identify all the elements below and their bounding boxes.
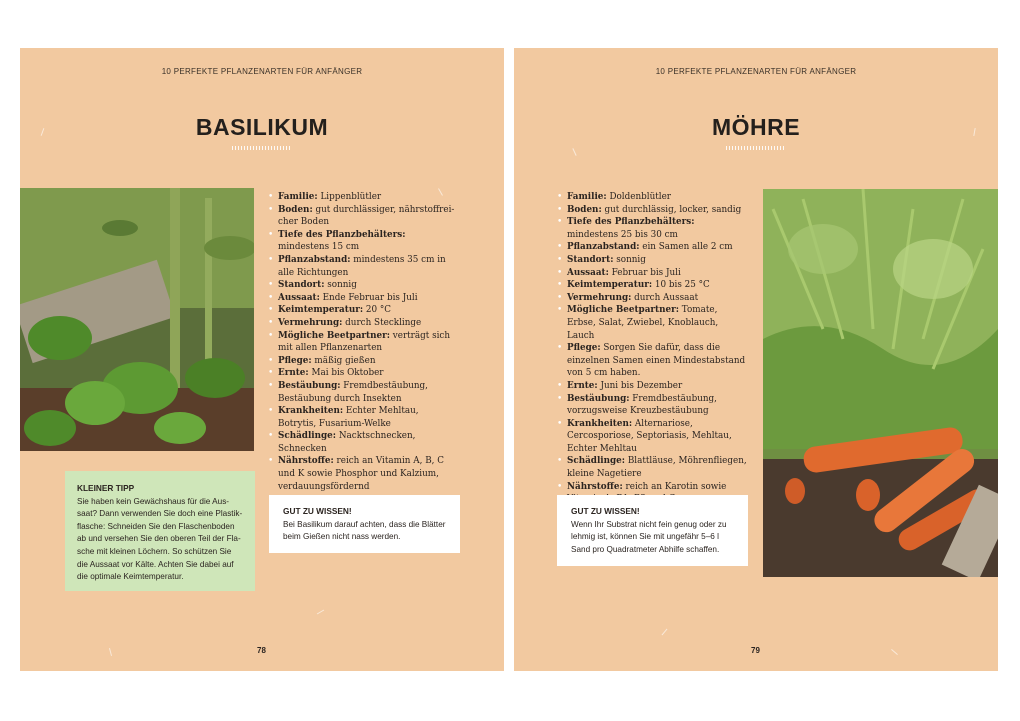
fact-item: • Bestäubung: Fremdbestäubung, vorzugsweise Kreuzbestäubung bbox=[557, 393, 747, 418]
info-box bbox=[269, 495, 460, 553]
tip-text: Sie haben kein Gewächshaus für die Aussaat? Dann verwenden Sie doch eine Plastikflasche: Schneiden Sie den Flaschenboden ab und versehen Sie den oberen Teil der Flasche mit kleinen Löchern. So schützen Sie die Aussaat vor Kälte. Achten Sie dabei auf die optimale Keimtemperatur. bbox=[77, 496, 243, 582]
tip-box bbox=[65, 471, 255, 591]
fact-item: • Keimtemperatur: 20 °C bbox=[268, 304, 458, 317]
fact-item: • Tiefe des Pflanzbehälters: mindestens 15 cm bbox=[268, 229, 458, 254]
info-text: Wenn Ihr Substrat nicht fein genug oder zu lehmig ist, können Sie mit ungefähr 5–6 l Sand pro Quadratmeter Abhilfe schaffen. bbox=[571, 519, 727, 554]
page-number: 79 bbox=[751, 646, 760, 655]
info-title: GUT ZU WISSEN! bbox=[571, 506, 640, 516]
fact-item: • Krankheiten: Alternariose, Cercosporiose, Septoriasis, Mehltau, Echter Mehltau bbox=[557, 418, 747, 456]
tip-title: KLEINER TIPP bbox=[77, 483, 135, 493]
basil-photo bbox=[20, 188, 254, 451]
fact-item: • Pflege: mäßig gießen bbox=[268, 355, 458, 368]
fact-item: • Aussaat: Ende Februar bis Juli bbox=[268, 292, 458, 305]
fact-item: • Keimtemperatur: 10 bis 25 °C bbox=[557, 279, 747, 292]
fact-item: • Vermehrung: durch Stecklinge bbox=[268, 317, 458, 330]
fact-item: • Tiefe des Pflanzbehälters: mindestens 25 bis 30 cm bbox=[557, 216, 747, 241]
left-page bbox=[20, 48, 504, 671]
fact-item: • Standort: sonnig bbox=[268, 279, 458, 292]
fact-item: • Pflanzabstand: ein Samen alle 2 cm bbox=[557, 241, 747, 254]
running-head: 10 PERFEKTE PFLANZENARTEN FÜR ANFÄNGER bbox=[655, 67, 857, 76]
title-rule bbox=[232, 146, 290, 150]
fact-item: • Pflanzabstand: mindestens 35 cm in alle Richtungen bbox=[268, 254, 458, 279]
info-title: GUT ZU WISSEN! bbox=[283, 506, 352, 516]
fact-item: • Mögliche Beetpartner: verträgt sich mit allen Pflanzenarten bbox=[268, 330, 458, 355]
fact-item: • Nährstoffe: reich an Karotin sowie bbox=[557, 481, 747, 506]
fact-item: • Schädlinge: Blattläuse, Möhrenfliegen, kleine Nagetiere bbox=[557, 455, 747, 480]
fact-item: • Vermehrung: durch Aussaat bbox=[557, 292, 747, 305]
fact-item: • Familie: Doldenblütler bbox=[557, 191, 747, 204]
running-head: 10 PERFEKTE PFLANZENARTEN FÜR ANFÄNGER bbox=[161, 67, 363, 76]
fact-list bbox=[268, 191, 458, 493]
fact-item: • Schädlinge: Nacktschnecken, Schnecken bbox=[268, 430, 458, 455]
right-page bbox=[514, 48, 998, 671]
title-rule bbox=[726, 146, 784, 150]
fact-item: • Boden: gut durchlässiger, nährstoffreicher Boden bbox=[268, 204, 458, 229]
carrot-photo bbox=[763, 189, 998, 577]
fact-item: • Ernte: Juni bis Dezember bbox=[557, 380, 747, 393]
fact-item: • Pflege: Sorgen Sie dafür, dass die einzelnen Samen einen Mindestabstand von 5 cm haben. bbox=[557, 342, 747, 380]
fact-item: • Mögliche Beetpartner: Tomate, Erbse, Salat, Zwiebel, Knoblauch, Lauch bbox=[557, 304, 747, 342]
fact-item: • Aussaat: Februar bis Juli bbox=[557, 267, 747, 280]
fact-item: • Nährstoffe: reich an Vitamin A, B, C und K sowie Phosphor und Kalzium, verdauungsfördernd bbox=[268, 455, 458, 493]
page-number: 78 bbox=[257, 646, 266, 655]
page-title: MÖHRE bbox=[711, 114, 801, 140]
info-text: Bei Basilikum darauf achten, dass die Blätter beim Gießen nicht nass werden. bbox=[283, 519, 446, 542]
fact-item: • Bestäubung: Fremdbestäubung, Bestäubung durch Insekten bbox=[268, 380, 458, 405]
info-box bbox=[557, 495, 748, 566]
fact-item: • Krankheiten: Echter Mehltau, Botrytis, Fusarium-Welke bbox=[268, 405, 458, 430]
fact-item: • Ernte: Mai bis Oktober bbox=[268, 367, 458, 380]
fact-item: • Familie: Lippenblütler bbox=[268, 191, 458, 204]
fact-item: • Standort: sonnig bbox=[557, 254, 747, 267]
fact-list bbox=[557, 191, 747, 506]
fact-item: • Boden: gut durchlässig, locker, sandig bbox=[557, 204, 747, 217]
page-title: BASILIKUM bbox=[195, 114, 329, 140]
